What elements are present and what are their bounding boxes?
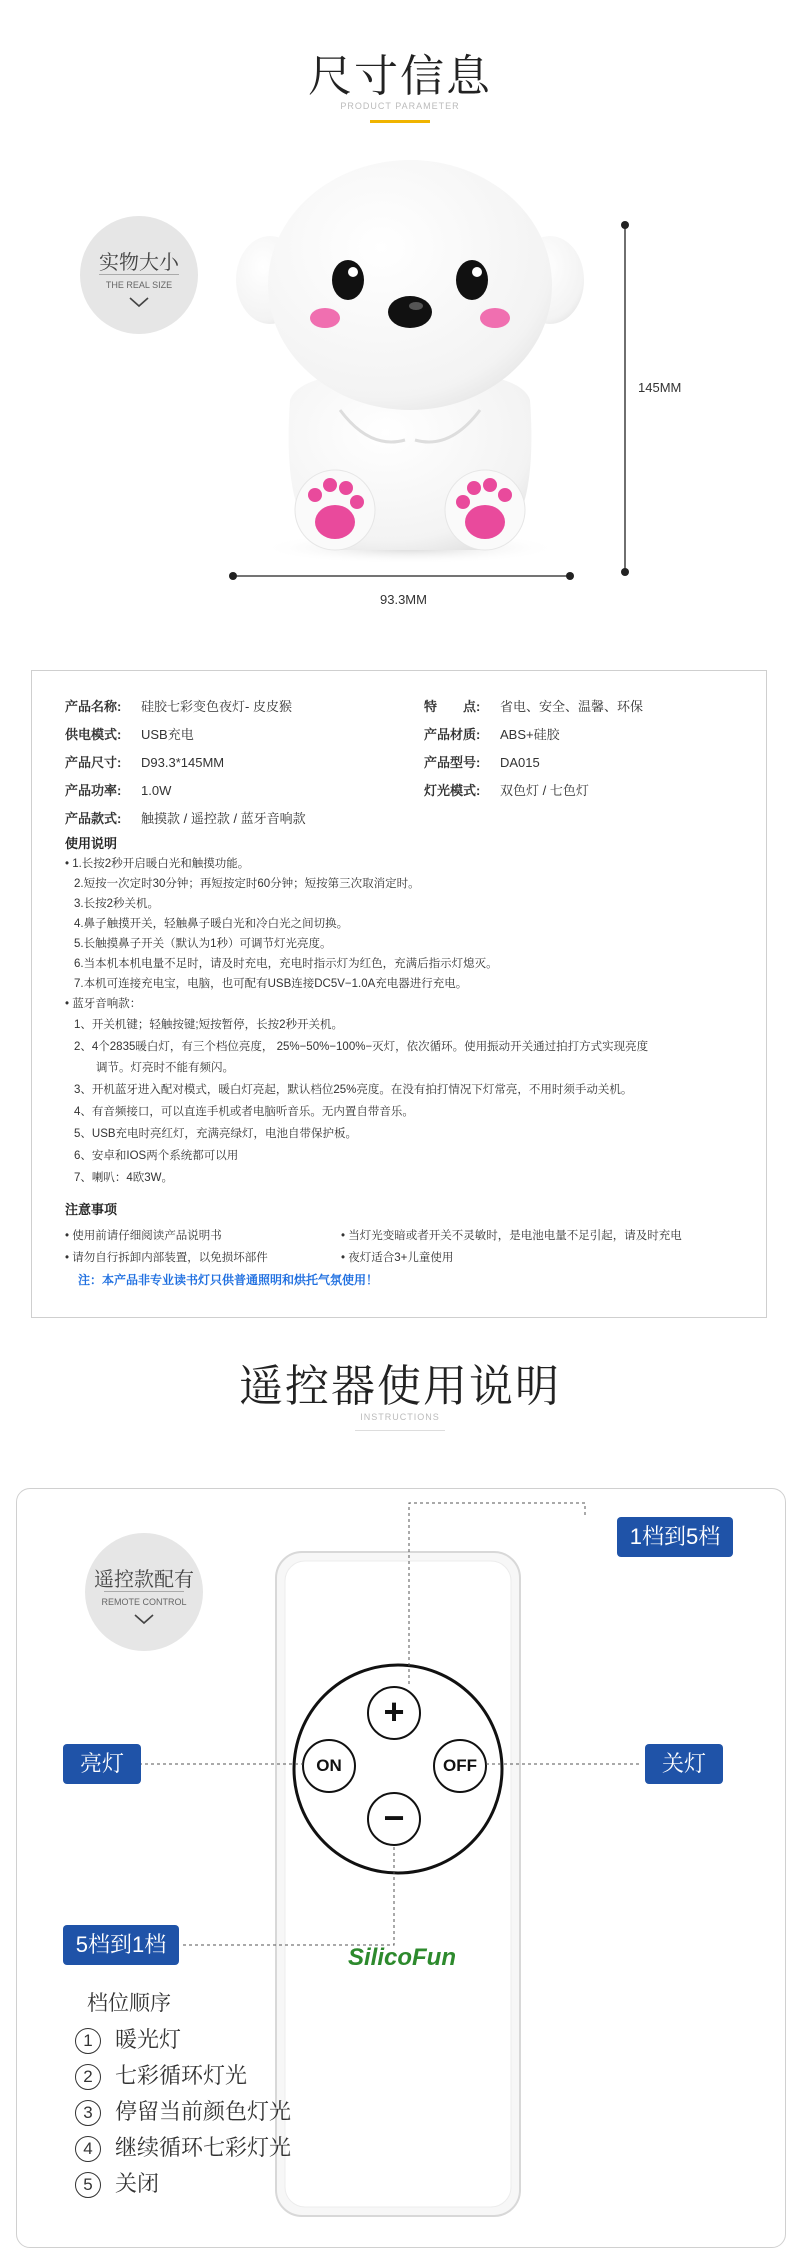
height-dimension-label: 145MM — [638, 380, 682, 395]
spec-model: 产品型号: DA015 — [424, 755, 540, 770]
usage-title: 使用说明 — [65, 836, 118, 851]
usage-line: 3.长按2秒关机。 — [74, 898, 159, 910]
usage-line: 7.本机可连接充电宝，电脑，也可配有USB连接DC5V−1.0A充电器进行充电。 — [74, 978, 468, 990]
spec-features: 特 点: 省电、安全、温馨、环保 — [424, 699, 644, 714]
usage-line: 2、4个2835暖白灯，有三个档位亮度， 25%−50%−100%−灭灯，依次循环。使用振动开关通过拍打方式实现亮度 — [74, 1041, 649, 1053]
size-section-title: 尺寸信息 — [308, 52, 492, 101]
size-section-subtitle: PRODUCT PARAMETER — [340, 101, 460, 111]
spec-table — [31, 670, 767, 1318]
order-item: 2 七彩循环灯光 — [75, 2059, 247, 2090]
spec-style: 产品款式: 触摸款 / 遥控款 / 蓝牙音响款 — [65, 811, 306, 826]
remote-section-subtitle: INSTRUCTIONS — [360, 1412, 440, 1422]
badge-main-text: 遥控款配有 — [94, 1569, 194, 1591]
spec-power-mode: 供电模式: USB充电 — [65, 727, 194, 742]
usage-line: 4、有音频接口，可以直连手机或者电脑听音乐。无内置自带音乐。 — [74, 1106, 414, 1118]
usage-line: 6、安卓和IOS两个系统都可以用 — [74, 1150, 239, 1162]
note-item: • 夜灯适合3+儿童使用 — [341, 1252, 454, 1264]
spec-light-mode: 灯光模式: 双色灯 / 七色灯 — [424, 783, 589, 798]
title-divider — [355, 1430, 445, 1431]
note-item: • 使用前请仔细阅读产品说明书 — [65, 1230, 222, 1242]
usage-line: 7、喇叭：4欧3W。 — [74, 1172, 174, 1184]
badge-main-text: 实物大小 — [99, 252, 179, 274]
notes-title: 注意事项 — [65, 1202, 118, 1217]
note-item: • 请勿自行拆卸内部装置，以免损坏部件 — [65, 1252, 268, 1264]
usage-line: 4.鼻子触摸开关，轻触鼻子暖白光和冷白光之间切换。 — [74, 918, 349, 930]
spec-material: 产品材质: ABS+硅胶 — [424, 727, 560, 742]
label-light-on: 亮灯 — [63, 1744, 141, 1784]
badge-sub-text: THE REAL SIZE — [105, 280, 173, 290]
usage-line: 2.短按一次定时30分钟；再短按定时60分钟；短按第三次取消定时。 — [74, 878, 420, 890]
dimension-lines — [0, 0, 800, 620]
silicofun-logo: SilicoFun — [348, 1944, 456, 1971]
usage-line: 5、USB充电时亮红灯，充满亮绿灯，电池自带保护板。 — [74, 1128, 358, 1140]
plus-button[interactable]: + — [367, 1686, 421, 1740]
spec-wattage: 产品功率: 1.0W — [65, 783, 172, 798]
usage-line: 5.长触摸鼻子开关（默认为1秒）可调节灯光亮度。 — [74, 938, 332, 950]
order-title: 档位顺序 — [87, 1992, 171, 2015]
note-item: • 当灯光变暗或者开关不灵敏时，是电池电量不足引起，请及时充电 — [341, 1230, 682, 1242]
minus-button[interactable]: − — [367, 1792, 421, 1846]
usage-line: 6.当本机本机电量不足时，请及时充电，充电时指示灯为红色，充满后指示灯熄灭。 — [74, 958, 498, 970]
label-level-up: 1档到5档 — [617, 1517, 733, 1557]
order-item: 3 停留当前颜色灯光 — [75, 2095, 291, 2126]
width-dimension-label: 93.3MM — [380, 592, 427, 607]
off-button[interactable]: OFF — [433, 1739, 487, 1793]
warning-note: 注：本产品非专业读书灯只供普通照明和烘托气氛使用！ — [78, 1273, 379, 1287]
remote-section-title: 遥控器使用说明 — [239, 1362, 561, 1411]
order-item: 5 关闭 — [75, 2167, 159, 2198]
label-level-down: 5档到1档 — [63, 1925, 179, 1965]
badge-sub-text: REMOTE CONTROL — [101, 1597, 187, 1607]
label-light-off: 关灯 — [645, 1744, 723, 1784]
usage-line: 调节。灯亮时不能有频闪。 — [96, 1062, 234, 1074]
remote-panel — [16, 1488, 786, 2248]
on-button[interactable]: ON — [302, 1739, 356, 1793]
usage-line: 3、开机蓝牙进入配对模式，暖白灯亮起，默认档位25%亮度。在没有拍打情况下灯常亮，不用时须手动关机。 — [74, 1084, 633, 1096]
order-item: 1 暖光灯 — [75, 2023, 181, 2054]
order-item: 4 继续循环七彩灯光 — [75, 2131, 291, 2162]
usage-line: 1、开关机键；轻触按键;短按暂停，长按2秒开关机。 — [74, 1019, 343, 1031]
spec-size: 产品尺寸: D93.3*145MM — [65, 755, 225, 770]
usage-line: • 1.长按2秒开启暖白光和触摸功能。 — [65, 858, 250, 870]
usage-line: • 蓝牙音响款： — [65, 998, 142, 1010]
spec-name: 产品名称: 硅胶七彩变色夜灯- 皮皮猴 — [65, 699, 292, 714]
